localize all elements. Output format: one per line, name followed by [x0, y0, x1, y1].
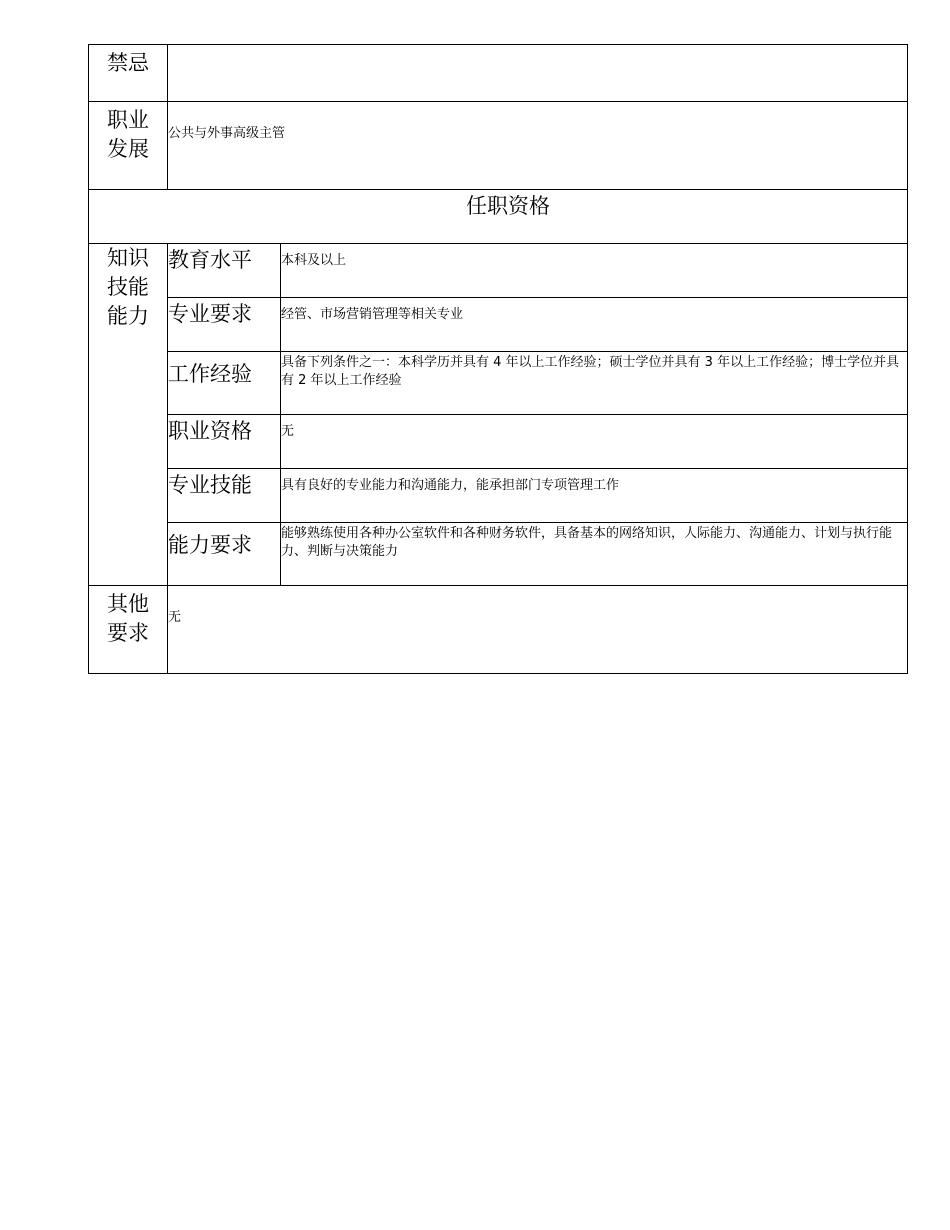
qualification-title: 任职资格 [89, 190, 908, 244]
experience-value: 具备下列条件之一：本科学历并具有 4 年以上工作经验；硕士学位并具有 3 年以上工作经验；博士学位并具有 2 年以上工作经验 [281, 352, 908, 415]
other-row [89, 586, 908, 674]
major-label: 专业要求 [168, 298, 281, 352]
ability-label: 能力要求 [168, 523, 281, 586]
knowledge-row-ability [89, 523, 908, 586]
other-value: 无 [168, 586, 908, 674]
other-label: 其他 要求 [89, 586, 168, 674]
taboo-label: 禁忌 [89, 45, 168, 102]
certificate-label: 职业资格 [168, 415, 281, 469]
knowledge-skill-ability-label: 知识 技能 能力 [89, 244, 168, 586]
knowledge-row-education [89, 244, 908, 298]
job-requirements-table [88, 44, 908, 674]
knowledge-row-skill [89, 469, 908, 523]
education-value: 本科及以上 [281, 244, 908, 298]
ability-value: 能够熟练使用各种办公室软件和各种财务软件，具备基本的网络知识，人际能力、沟通能力、计划与执行能力、判断与决策能力 [281, 523, 908, 586]
skill-label: 专业技能 [168, 469, 281, 523]
certificate-value: 无 [281, 415, 908, 469]
career-label: 职业 发展 [89, 102, 168, 190]
taboo-value [168, 45, 908, 102]
experience-label: 工作经验 [168, 352, 281, 415]
knowledge-row-certificate [89, 415, 908, 469]
qualification-title-row [89, 190, 908, 244]
career-row [89, 102, 908, 190]
education-label: 教育水平 [168, 244, 281, 298]
knowledge-row-experience [89, 352, 908, 415]
major-value: 经管、市场营销管理等相关专业 [281, 298, 908, 352]
skill-value: 具有良好的专业能力和沟通能力，能承担部门专项管理工作 [281, 469, 908, 523]
career-value: 公共与外事高级主管 [168, 102, 908, 190]
taboo-row [89, 45, 908, 102]
knowledge-row-major [89, 298, 908, 352]
